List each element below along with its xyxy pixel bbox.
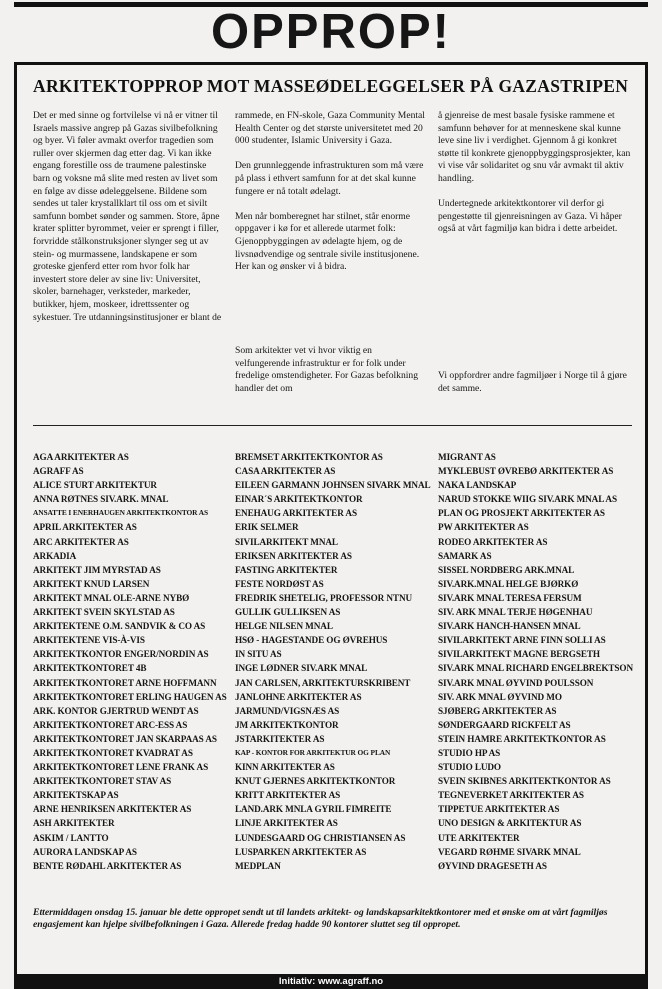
paragraph: Det er med sinne og fortvilelse vi nå er vitner til Israels massive angrep på Gazas sivilbefolkning og byer. Vi føler avmakt overfor tragedien som ruller over skjermen dag etter dag. Vi kan ikke engang forestille oss de traumene palestinske barn og voksne må slite med resten av livet som en følge av disse ødeleggelsene. Bildene som sendes ut taler krystallklart til oss om et sivilt samfunn bombet sønder og sammen. Store, åpne krater splitter byrommet, veier er sprengt i filler, forvridde stålkonstruksjoner slynger seg ut av stein- og murmassene, landskapene er som groteske gjenferd etter rom hvor folk har investert store deler av sine liv: Universitet, skoler, barnehager, verksteder, markeder, butikker, hjem, moskeer, idrettssenter og sykestuer. Tre utdanningsinstitusjoner er blant de: [33, 110, 222, 323]
signatory-item: SIV.ARK.MNAL HELGE BJØRKØ: [438, 578, 579, 589]
signatory-item: TEGNEVERKET ARKITEKTER AS: [438, 790, 584, 801]
signatory-item: KAP - KONTOR FOR ARKITEKTUR OG PLAN: [235, 747, 391, 757]
footnote: Ettermiddagen onsdag 15. januar ble dette oppropet sendt ut til landets arkitekt- og landskapsarkitektkontorer med et ønske om at vårt fagmiljøs engasjement kan hjelpe sivilbefolkningen i Gaza. Allerede fredag hadde 90 kontorer sluttet seg til oppropet.: [33, 907, 608, 931]
signatory-item: EINAR´S ARKITEKTKONTOR: [235, 494, 363, 505]
signatory-item: KRITT ARKITEKTER AS: [235, 790, 341, 801]
signatory-item: MYKLEBUST ØVREBØ ARKITEKTER AS: [438, 466, 614, 477]
text-column-1: [33, 110, 223, 408]
signatory-item: LAND.ARK MNLA GYRIL FIMREITE: [235, 804, 392, 815]
signatory-item: ANNA RØTNES SIV.ARK. MNAL: [33, 494, 169, 505]
signatory-item: ARKITEKTKONTORET 4B: [33, 663, 147, 674]
signatory-column-2: [235, 450, 431, 873]
signatory-item: FASTING ARKITEKTER: [235, 564, 338, 575]
signatory-column-3: [438, 450, 633, 873]
signatory-item: KNUT GJERNES ARKITEKTKONTOR: [235, 776, 396, 787]
signatory-item: MIGRANT AS: [438, 452, 496, 462]
article-body: [33, 110, 632, 408]
signatory-item: ARKITEKT SVEIN SKYLSTAD AS: [33, 607, 175, 618]
signatory-item: GULLIK GULLIKSEN AS: [235, 607, 341, 618]
signatory-item: BREMSET ARKITEKTKONTOR AS: [235, 452, 383, 462]
signatory-item: KINN ARKITEKTER AS: [235, 762, 335, 773]
signatory-item: ERIK SELMER: [235, 522, 299, 533]
signatory-item: UTE ARKITEKTER: [438, 832, 520, 843]
signatory-item: SØNDERGAARD RICKFELT AS: [438, 719, 571, 730]
signatory-item: ASKIM / LANTTO: [33, 832, 109, 843]
signatory-item: APRIL ARKITEKTER AS: [33, 522, 137, 533]
signatory-item: LUNDESGAARD OG CHRISTIANSEN AS: [235, 832, 406, 843]
signatory-item: ØYVIND DRAGESETH AS: [438, 860, 547, 871]
paragraph: Undertegnede arkitektkontorer vil derfor gi pengestøtte til gjenreisningen av Gaza. Vi håper også at vårt fagmiljø kan bidra i dette arbeidet.: [438, 198, 622, 235]
signatory-item: BENTE RØDAHL ARKITEKTER AS: [33, 860, 182, 871]
signatory-item: JARMUND/VIGSNÆS AS: [235, 705, 340, 716]
signatory-item: SIVILARKITEKT ARNE FINN SOLLI AS: [438, 635, 606, 646]
signatory-item: ARKITEKT JIM MYRSTAD AS: [33, 564, 161, 575]
paragraph: rammede, en FN-skole, Gaza Community Mental Health Center og det største universitetet med 20 000 studenter, Islamic University i Gaza.: [235, 110, 425, 147]
signatory-item: SAMARK AS: [438, 550, 492, 561]
signatory-item: ARKITEKT KNUD LARSEN: [33, 578, 150, 589]
signatory-item: ARKITEKTKONTORET KVADRAT AS: [33, 747, 193, 758]
footer-bar: [14, 974, 648, 989]
signatory-item: RODEO ARKITEKTER AS: [438, 536, 548, 547]
signatory-item: FESTE NORDØST AS: [235, 578, 324, 589]
signatory-item: ARNE HENRIKSEN ARKITEKTER AS: [33, 804, 192, 815]
signatory-item: HSØ - HAGESTANDE OG ØVREHUS: [235, 635, 388, 646]
paragraph: Men når bomberegnet har stilnet, står enorme oppgaver i kø for et allerede utarmet folk: Gjenoppbyggingen av ødelagte hjem, og de livsnødvendige og sentrale sivile institusjonene. Her kan og ønsker vi å bidra.: [235, 210, 420, 273]
signatory-item: ARKADIA: [33, 550, 77, 561]
signatory-item: STEIN HAMRE ARKITEKTKONTOR AS: [438, 733, 606, 744]
signatory-item: SIV. ARK MNAL TERJE HØGENHAU: [438, 607, 593, 618]
signatory-item: JAN CARLSEN, ARKITEKTURSKRIBENT: [235, 677, 411, 688]
signatory-item: FREDRIK SHETELIG, PROFESSOR NTNU: [235, 592, 413, 603]
signatory-item: ARKITEKTKONTORET ARC-ESS AS: [33, 719, 188, 730]
signatory-item: LINJE ARKITEKTER AS: [235, 818, 338, 829]
signatory-item: JANLOHNE ARKITEKTER AS: [235, 691, 362, 702]
signatory-item: ANSATTE I ENERHAUGEN ARKITEKTKONTOR AS: [33, 508, 208, 518]
signatory-item: SIV.ARK MNAL RICHARD ENGELBREKTSON: [438, 663, 634, 674]
signatory-item: ARC ARKITEKTER AS: [33, 536, 129, 547]
paragraph: Vi oppfordrer andre fagmiljøer i Norge til å gjøre det samme.: [438, 370, 627, 394]
paragraph: Den grunnleggende infrastrukturen som må være på plass i ethvert samfunn for at det skal kunne fungere er nå totalt ødelagt.: [235, 160, 424, 197]
signatory-item: ERIKSEN ARKITEKTER AS: [235, 550, 352, 561]
signatory-item: ARKITEKTKONTORET ARNE HOFFMANN: [33, 677, 217, 688]
signatory-item: ARKITEKTKONTORET LENE FRANK AS: [33, 762, 209, 773]
signatory-item: NARUD STOKKE WIIG SIV.ARK MNAL AS: [438, 494, 617, 505]
signatory-item: IN SITU AS: [235, 649, 282, 660]
signatory-item: UNO DESIGN & ARKITEKTUR AS: [438, 818, 582, 829]
signatory-item: ARKITEKTKONTORET STAV AS: [33, 776, 172, 787]
signatory-item: ARKITEKTENE VIS-À-VIS: [33, 635, 145, 646]
signatory-column-1: [33, 450, 227, 873]
signatory-item: PW ARKITEKTER AS: [438, 522, 529, 533]
signatory-item: SIV.ARK HANCH-HANSEN MNAL: [438, 621, 581, 632]
signatory-item: AURORA LANDSKAP AS: [33, 846, 137, 857]
signatory-item: SISSEL NORDBERG ARK.MNAL: [438, 564, 575, 575]
signatory-item: ENEHAUG ARKITEKTER AS: [235, 508, 357, 519]
signatory-item: PLAN OG PROSJEKT ARKITEKTER AS: [438, 508, 605, 519]
signatory-item: ARKITEKTSKAP AS: [33, 790, 119, 801]
signatory-item: SIV.ARK MNAL TERESA FERSUM: [438, 592, 582, 603]
paragraph: Som arkitekter vet vi hvor viktig en velfungerende infrastruktur er for folk under fredelige omstendigheter. For Gazas befolkning handler det om: [235, 345, 419, 394]
signatory-item: SVEIN SKIBNES ARKITEKTKONTOR AS: [438, 776, 611, 787]
signatory-item: LUSPARKEN ARKITEKTER AS: [235, 846, 367, 857]
signatory-item: ARKITEKTKONTOR ENGER/NORDIN AS: [33, 649, 209, 660]
paragraph: å gjenreise de mest basale fysiske rammene et samfunn behøver for at menneskene skal kunne leve sine liv i verdighet. Gjennom å gi konkret støtte til konkrete gjenoppbyggingsprosjekter, kan vi vise vår solidaritet og snu vår avmakt til aktiv handling.: [438, 110, 631, 184]
divider: [33, 425, 632, 426]
signatory-item: TIPPETUE ARKITEKTER AS: [438, 804, 560, 815]
signatory-item: ARK. KONTOR GJERTRUD WENDT AS: [33, 705, 199, 716]
signatory-item: VEGARD RØHME SIVARK MNAL: [438, 846, 581, 857]
signatory-item: SIV.ARK MNAL ØYVIND POULSSON: [438, 677, 594, 688]
signatory-item: STUDIO LUDO: [438, 762, 501, 773]
initiative-link[interactable]: Initiativ: www.agraff.no: [278, 976, 384, 987]
signatory-item: ARKITEKTKONTORET ERLING HAUGEN AS: [33, 691, 227, 702]
signatory-item: SIVILARKITEKT MNAL: [235, 536, 338, 547]
signatory-item: JM ARKITEKTKONTOR: [235, 719, 339, 730]
signatory-item: AGA ARKITEKTER AS: [33, 452, 129, 462]
signatory-item: SIVILARKITEKT MAGNE BERGSETH: [438, 649, 600, 660]
text-column-2: [235, 110, 425, 408]
article-title: ARKITEKTOPPROP MOT MASSEØDELEGGELSER PÅ GAZASTRIPEN: [33, 76, 629, 96]
signatory-item: INGE LØDNER SIV.ARK MNAL: [235, 663, 368, 674]
signatory-item: SJØBERG ARKITEKTER AS: [438, 705, 557, 716]
signatory-item: ARKITEKT MNAL OLE-ARNE NYBØ: [33, 592, 190, 603]
signatory-item: EILEEN GARMANN JOHNSEN SIVARK MNAL: [235, 480, 431, 491]
signatory-item: JSTARKITEKTER AS: [235, 733, 325, 744]
signatory-item: NAKA LANDSKAP: [438, 480, 517, 491]
signatory-item: ASH ARKITEKTER: [33, 818, 115, 829]
signatory-item: SIV. ARK MNAL ØYVIND MO: [438, 691, 562, 702]
signatory-item: STUDIO HP AS: [438, 747, 501, 758]
signatory-item: CASA ARKITEKTER AS: [235, 466, 336, 477]
signatory-item: ARKITEKTENE O.M. SANDVIK & CO AS: [33, 621, 206, 632]
signatory-item: HELGE NILSEN MNAL: [235, 621, 333, 632]
signatory-item: ARKITEKTKONTORET JAN SKARPAAS AS: [33, 733, 217, 744]
text-column-3: [438, 110, 632, 408]
signatory-item: ALICE STURT ARKITEKTUR: [33, 480, 157, 491]
signatory-item: AGRAFF AS: [33, 466, 84, 477]
page-title: OPPROP!: [211, 5, 451, 59]
signatory-item: MEDPLAN: [235, 860, 281, 871]
